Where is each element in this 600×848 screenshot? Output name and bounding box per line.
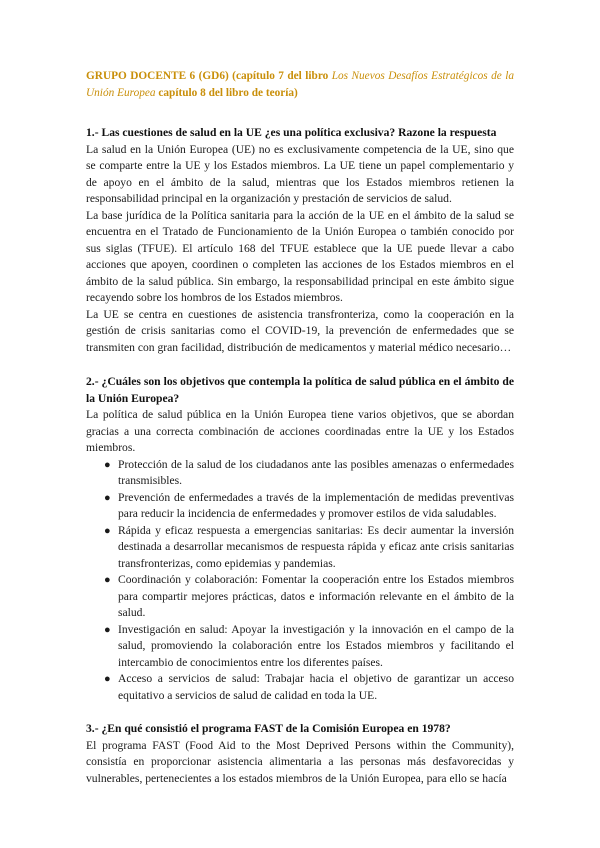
list-item xyxy=(104,572,514,622)
group-header-book-title: Los Nuevos Desafíos Estratégicos de la Unión Europea xyxy=(86,70,514,99)
list-item xyxy=(104,457,514,490)
objectives-list xyxy=(86,457,514,705)
list-item-text: Acceso a servicios de salud: Trabajar hacia el objetivo de garantizar un acceso equitativo a servicios de salud de calidad en toda la UE. xyxy=(118,672,514,702)
bullet-icon: ● xyxy=(104,673,111,685)
section1-paragraph: La UE se centra en cuestiones de asistencia transfronteriza, como la cooperación en la gestión de crisis sanitarias como el COVID-19, la prevención de enfermedades que se transmiten con gran facilidad, distribución de medicamentos y material médico necesario… xyxy=(86,307,514,354)
spacer xyxy=(86,704,514,721)
bullet-icon: ● xyxy=(104,574,111,586)
list-item xyxy=(104,523,514,573)
list-item-text: Rápida y eficaz respuesta a emergencias sanitarias: Es decir aumentar la inversión destinada a desarrollar mecanismos de respuesta rápida y eficaz ante crisis sanitarias transfronterizas, como epidemias y pandemias. xyxy=(118,523,514,570)
list-item-text: Protección de la salud de los ciudadanos ante las posibles amenazas o enfermedades transmisibles. xyxy=(118,457,514,487)
list-item xyxy=(104,622,514,672)
section1-paragraph: La salud en la Unión Europea (UE) no es exclusivamente competencia de la UE, sino que se comparte entre la UE y los Estados miembros. La UE tiene un papel complementario y de apoyo en el ámbito de la salud, mientras que los Estados miembros retienen la responsabilidad principal en la organización y prestación de servicios de salud. xyxy=(86,142,514,205)
list-item xyxy=(104,671,514,704)
section2-question: 2.- ¿Cuáles son los objetivos que contempla la política de salud pública en el ámbito de la Unión Europea? xyxy=(86,375,514,405)
list-item-text: Coordinación y colaboración: Fomentar la cooperación entre los Estados miembros para compartir mejores prácticas, datos e información relevante en el ámbito de la salud. xyxy=(118,573,514,619)
section1-question: 1.- Las cuestiones de salud en la UE ¿es una política exclusiva? Razone la respuesta xyxy=(86,126,497,139)
bullet-icon: ● xyxy=(104,491,111,504)
group-header-prefix: GRUPO DOCENTE 6 (GD6) (capítulo 7 del libro xyxy=(86,70,332,82)
bullet-icon: ● xyxy=(104,458,111,471)
group-header-suffix: capítulo 8 del libro de teoría) xyxy=(155,87,298,99)
section2-intro: La política de salud pública en la Unión Europea tiene varios objetivos, que se abordan gracias a una correcta combinación de acciones coordinadas entre la UE y los Estados miembros. xyxy=(86,408,514,454)
section3-question: 3.- ¿En qué consistió el programa FAST de la Comisión Europea en 1978? xyxy=(86,722,451,735)
spacer xyxy=(86,356,514,374)
bullet-icon: ● xyxy=(104,623,111,636)
section1-paragraph: La base jurídica de la Política sanitaria para la acción de la UE en el ámbito de la salud se encuentra en el Tratado de Funcionamiento de la Unión Europea o también conocido por sus siglas (TFUE). El artículo 168 del TFUE establece que la UE puede llevar a cabo acciones que apoyen, coordinen o completen las acciones de los Estados miembros en el ámbito de la salud pública. Sin embargo, la responsabilidad principal en este ámbito sigue recayendo sobre los hombros de los Estados miembros. xyxy=(86,208,514,304)
list-item xyxy=(104,490,514,523)
bullet-icon: ● xyxy=(104,524,111,537)
list-item-text: Prevención de enfermedades a través de la implementación de medidas preventivas para reducir la incidencia de enfermedades y promover estilos de vida saludables. xyxy=(118,490,514,520)
group-header xyxy=(86,68,514,102)
section3-paragraph: El programa FAST (Food Aid to the Most Deprived Persons within the Community), consistía en proporcionar asistencia alimentaria a las personas más desfavorecidas y vulnerables, pertenecientes a los estados miembros de la Unión Europea, para ello se hacía xyxy=(86,738,514,785)
list-item-text: Investigación en salud: Apoyar la investigación y la innovación en el campo de la salud, promoviendo la colaboración entre los Estados miembros y facilitando el intercambio de conocimientos entre los diferentes países. xyxy=(118,622,514,669)
